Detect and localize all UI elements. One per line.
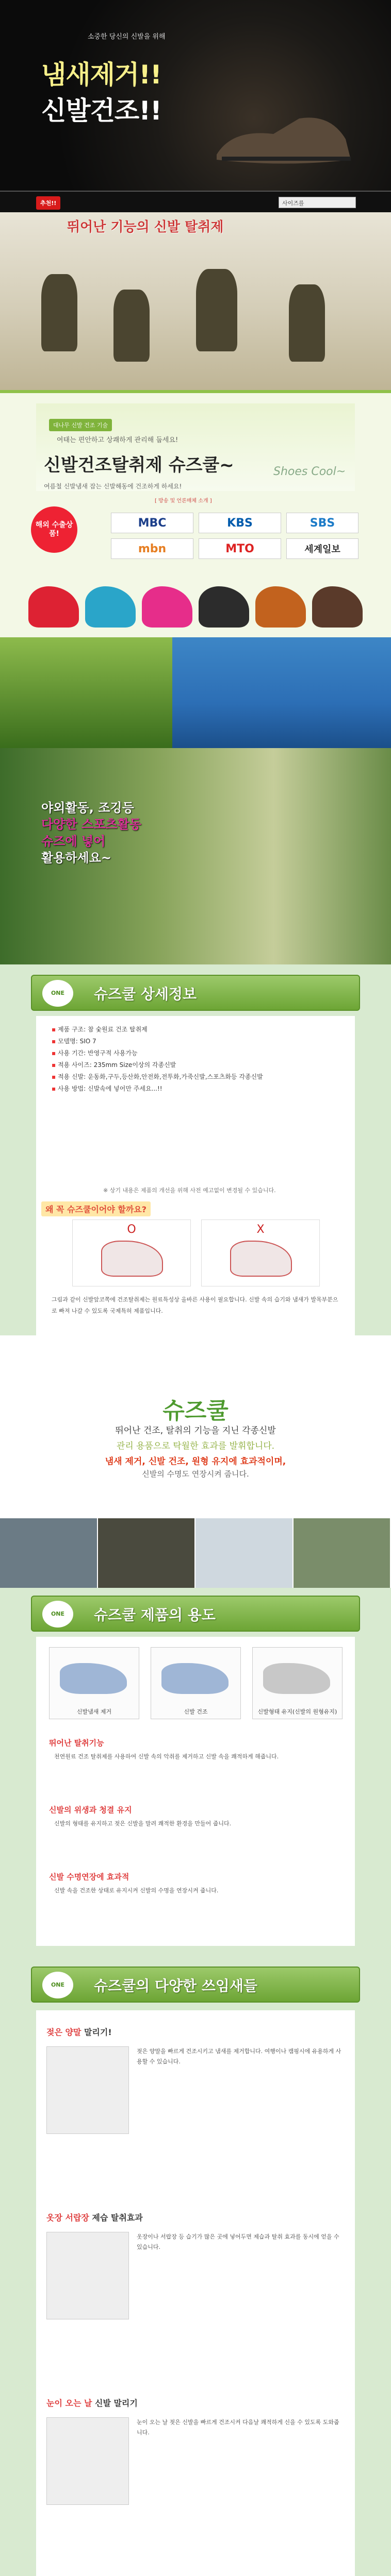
use-item — [46, 2397, 346, 2436]
intro-title: 신발건조탈취제 슈즈쿨~ — [44, 455, 234, 476]
military-section — [0, 212, 391, 390]
running-line: 활용하세요~ — [41, 851, 112, 866]
uses-header — [31, 1967, 360, 2003]
spec-item: ▪ 사용 방법: 신발속에 넣어만 주세요...!! — [52, 1083, 263, 1095]
detail-section — [0, 964, 391, 1335]
spec-item: ▪ 모델명: SIO 7 — [52, 1036, 263, 1047]
mountain-photo — [294, 1518, 390, 1588]
media-logo-kbs: KBS — [199, 513, 281, 533]
hero-banner — [0, 0, 391, 191]
usage-section — [0, 1588, 391, 1954]
running-line: 야외활동, 조깅등 — [41, 801, 134, 815]
socks-image — [46, 2046, 129, 2134]
boots-photo — [0, 1518, 97, 1588]
why-question: 왜 꼭 슈즈쿨이어야 할까요? — [41, 1201, 151, 1216]
usage-item-text: 신발의 형태를 유지하고 젖은 신발을 말려 쾌적한 환경을 만들어 줍니다. — [54, 1820, 232, 1827]
military-title: 뛰어난 기능의 신발 탈취제 — [67, 219, 224, 235]
usage-item-title: 신발 수명연장에 효과적 — [49, 1872, 129, 1882]
snow-photo — [196, 1518, 292, 1588]
usage-icon-dry — [151, 1647, 241, 1719]
correct-usage-image — [72, 1219, 191, 1286]
sports-photos — [0, 637, 391, 748]
one-logo: ONE — [42, 1601, 73, 1628]
spec-list — [52, 1024, 263, 1095]
use-item-title: 젖은 양말 말리기! — [46, 2026, 112, 2038]
recommend-bar — [0, 191, 391, 212]
intro-chip: 대나무 신발 건조 기술 — [49, 419, 112, 431]
running-line: 슈즈에 넣어 — [41, 834, 106, 849]
spec-item: ▪ 적용 사이즈: 235mm Size이상의 각종신발 — [52, 1059, 263, 1071]
hero-subtitle: 소중한 당신의 신발을 위해 — [88, 33, 166, 41]
media-logo-mbc: MBC — [111, 513, 193, 533]
intro-line: 여태는 편안하고 상쾌하게 관리해 둡세요! — [57, 436, 178, 444]
detail-title: 슈즈쿨 상세정보 — [94, 986, 197, 1003]
photo-strip — [0, 1518, 391, 1588]
usage-warning: 그림과 같이 신발앞코쪽에 건조탈취제는 원료특성상 올바른 사용이 필요합니다. 신발 속의 습기와 냄새가 발목부분으로 빠져 나갈 수 있도록 국제특허 제품입니다. — [52, 1296, 338, 1314]
spec-item: ▪ 사용 기간: 반영구적 사용가능 — [52, 1047, 263, 1059]
usage-icon-odor — [49, 1647, 139, 1719]
use-item — [46, 2211, 346, 2250]
media-caption: [ 방송 및 언론매체 소개 ] — [155, 498, 212, 504]
detail-header — [31, 975, 360, 1011]
soldier-image — [289, 284, 325, 362]
size-select[interactable]: 사이즈를 — [279, 197, 356, 208]
running-line: 다양한 스포츠활동 — [41, 817, 141, 832]
usage-item-text: 신발 속을 건조한 상태로 유지시켜 신발의 수명을 연장시켜 줍니다. — [54, 1887, 219, 1894]
insole-image — [230, 1241, 292, 1277]
shoecool-section — [0, 1335, 391, 1518]
spec-item: ▪ 제품 구조: 참 숯원료 건조 탈취제 — [52, 1024, 263, 1036]
uses-section — [0, 1954, 391, 2576]
sneaker-icon — [161, 1663, 229, 1694]
soldier-image — [41, 274, 77, 351]
media-logo-segye: 세계일보 — [286, 538, 359, 559]
intro-desc: 여름철 신발냄새 잡는 신발해동에 건조하게 하세요! — [44, 483, 182, 490]
media-logo-mbn: mbn — [111, 538, 193, 559]
shoe-image — [255, 586, 306, 628]
shoe-image — [199, 586, 249, 628]
shoecool-title: 슈즈쿨 — [162, 1398, 229, 1424]
hero-title-1: 냄새제거!! — [41, 60, 161, 90]
recommend-tag[interactable]: 추천!! — [36, 196, 60, 210]
drawer-image — [46, 2232, 129, 2319]
insole-image — [101, 1241, 163, 1277]
shoecool-line: 뛰어난 건조, 탈취의 기능을 지닌 각종신발 — [115, 1426, 276, 1436]
usage-icon-label: 신발 건조 — [184, 1708, 208, 1715]
snow-shoes-image — [46, 2417, 129, 2505]
running-section — [0, 748, 391, 964]
running-text — [41, 800, 141, 867]
hero-title-2: 신발건조!! — [41, 96, 161, 126]
old-shoe-image — [211, 98, 356, 170]
use-item — [46, 2026, 346, 2065]
detail-note: ※ 상기 내용은 제품의 개선을 위해 사전 예고없이 변경될 수 있습니다. — [103, 1187, 276, 1194]
media-logo-sbs: SBS — [286, 513, 359, 533]
usage-title: 슈즈쿨 제품의 용도 — [94, 1606, 216, 1623]
shoe-image — [28, 586, 79, 628]
usage-icon-label: 신발냄새 제거 — [76, 1708, 112, 1715]
usage-icon-shape — [252, 1647, 343, 1719]
dress-shoe-icon — [263, 1663, 330, 1694]
x-mark: X — [256, 1223, 265, 1236]
use-item-title: 옷장 서랍장 제습 탈취효과 — [46, 2211, 143, 2223]
soldier-image — [113, 290, 150, 362]
use-item-text: 젖은 양말을 빠르게 건조시키고 냄새를 제거합니다. 여행이나 캠핑시에 유용하게 사용할 수 있습니다. — [137, 2048, 341, 2065]
usage-item-title: 뛰어난 탈취기능 — [49, 1738, 104, 1748]
one-logo: ONE — [42, 980, 73, 1007]
usage-item-text: 천연원료 건조 탈취제를 사용하여 신발 속의 악취를 제거하고 신발 속을 쾌적하게 해줍니다. — [54, 1753, 279, 1760]
hiking-photo — [98, 1518, 195, 1588]
use-item-title: 눈이 오는 날 신발 말리기 — [46, 2397, 138, 2409]
uses-title: 슈즈쿨의 다양한 쓰임새들 — [94, 1977, 258, 1994]
shoe-image — [312, 586, 363, 628]
use-item-text: 눈이 오는 날 젖은 신발을 빠르게 건조시켜 다음날 쾌적하게 신을 수 있도록 도와줍니다. — [137, 2419, 339, 2436]
o-mark: O — [127, 1223, 136, 1236]
tennis-photo — [172, 637, 391, 748]
usage-header — [31, 1596, 360, 1632]
shoes-row — [28, 571, 363, 628]
shoecool-line: 관리 용품으로 탁월한 효과를 발휘합니다. — [116, 1441, 275, 1451]
golf-photo — [0, 637, 172, 748]
shoe-image — [142, 586, 192, 628]
intro-section — [0, 390, 391, 637]
shoecool-line: 신발의 수명도 연장시켜 줍니다. — [142, 1469, 249, 1479]
export-badge: 해외 수출상품! — [31, 506, 77, 553]
intro-cool: Shoes Cool~ — [273, 465, 346, 478]
usage-item-title: 신발의 위생과 청결 유지 — [49, 1805, 132, 1815]
media-logo-mto: MTO — [199, 538, 281, 559]
shoe-image — [85, 586, 136, 628]
wrong-usage-image — [201, 1219, 320, 1286]
sneaker-icon — [60, 1663, 127, 1694]
use-item-text: 옷장이나 서랍장 등 습기가 많은 곳에 넣어두면 제습과 탈취 효과를 동시에 얻을 수 있습니다. — [137, 2233, 339, 2250]
spec-item: ▪ 적용 신발: 운동화,구두,등산화,안전화,전투화,가죽신발,스포츠화등 각종신발 — [52, 1071, 263, 1083]
soldier-image — [196, 269, 237, 351]
shoecool-line: 냄새 제거, 신발 건조, 원형 유지에 효과적이며, — [105, 1456, 286, 1467]
usage-icon-label: 신발형태 유지(신발의 원형유지) — [257, 1708, 337, 1715]
one-logo: ONE — [42, 1972, 73, 1998]
